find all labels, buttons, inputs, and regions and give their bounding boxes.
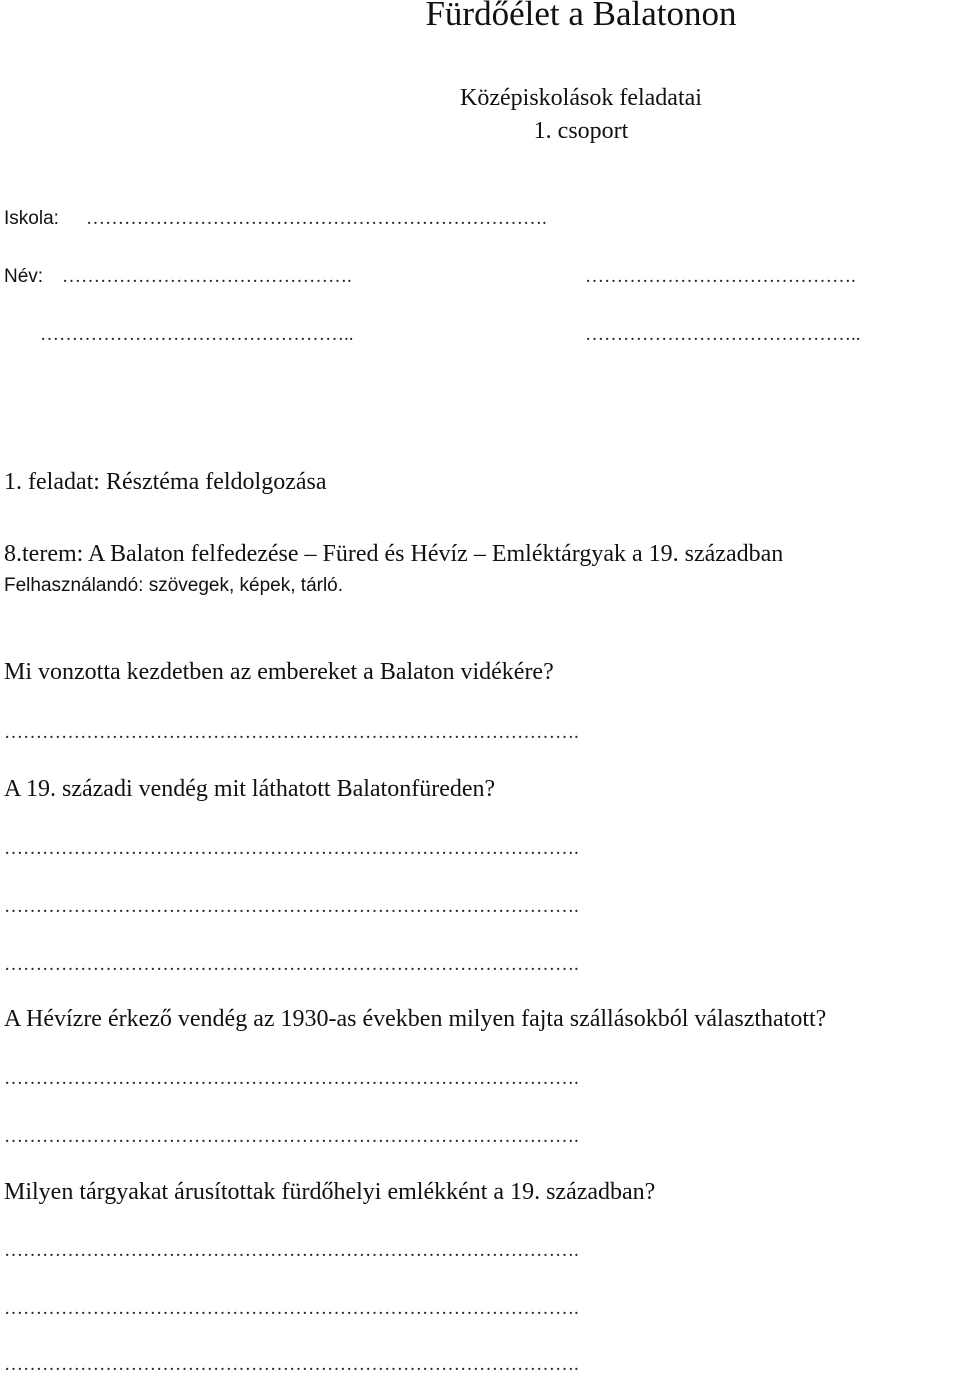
question-4-text: Milyen tárgyakat árusítottak fürdőhelyi emlékként a 19. században? (4, 1179, 656, 1205)
answer-line-3-1[interactable]: ………………………………………………………………………………. (4, 1068, 579, 1089)
room-description: 8.terem: A Balaton felfedezése – Füred és Hévíz – Emléktárgyak a 19. században (4, 541, 784, 567)
name-fill-line-1a[interactable]: ………………………………………. (62, 266, 352, 287)
name-fill-line-1b[interactable]: ……………………………………. (585, 266, 856, 287)
page-title: Fürdőélet a Balatonon (425, 0, 737, 33)
answer-line-2-3[interactable]: ………………………………………………………………………………. (4, 954, 579, 975)
question-1-text: Mi vonzotta kezdetben az embereket a Balaton vidékére? (4, 659, 554, 685)
answer-line-4-2[interactable]: ………………………………………………………………………………. (4, 1298, 579, 1319)
question-2-text: A 19. századi vendég mit láthatott Balatonfüreden? (4, 776, 496, 802)
name-fill-line-2b[interactable]: …………………………………….. (585, 324, 861, 345)
answer-line-4-1[interactable]: ………………………………………………………………………………. (4, 1240, 579, 1261)
name-label: Név: (4, 266, 44, 287)
group-label: 1. csoport (533, 118, 629, 144)
page-subtitle: Középiskolások feladatai (460, 85, 702, 111)
answer-line-3-2[interactable]: ………………………………………………………………………………. (4, 1126, 579, 1147)
task-heading: 1. feladat: Résztéma feldolgozása (4, 469, 327, 495)
school-fill-line[interactable]: ………………………………………………………………. (86, 208, 547, 229)
answer-line-2-1[interactable]: ………………………………………………………………………………. (4, 838, 579, 859)
answer-line-2-2[interactable]: ………………………………………………………………………………. (4, 896, 579, 917)
name-fill-line-2a[interactable]: ………………………………………….. (40, 324, 354, 345)
answer-line-1-1[interactable]: ………………………………………………………………………………. (4, 722, 579, 743)
question-3-text: A Hévízre érkező vendég az 1930-as években milyen fajta szállásokból választhatott? (4, 1006, 827, 1032)
school-label: Iskola: (4, 208, 59, 229)
answer-line-4-3[interactable]: ………………………………………………………………………………. (4, 1354, 579, 1375)
materials-note: Felhasználandó: szövegek, képek, tárló. (4, 575, 344, 596)
